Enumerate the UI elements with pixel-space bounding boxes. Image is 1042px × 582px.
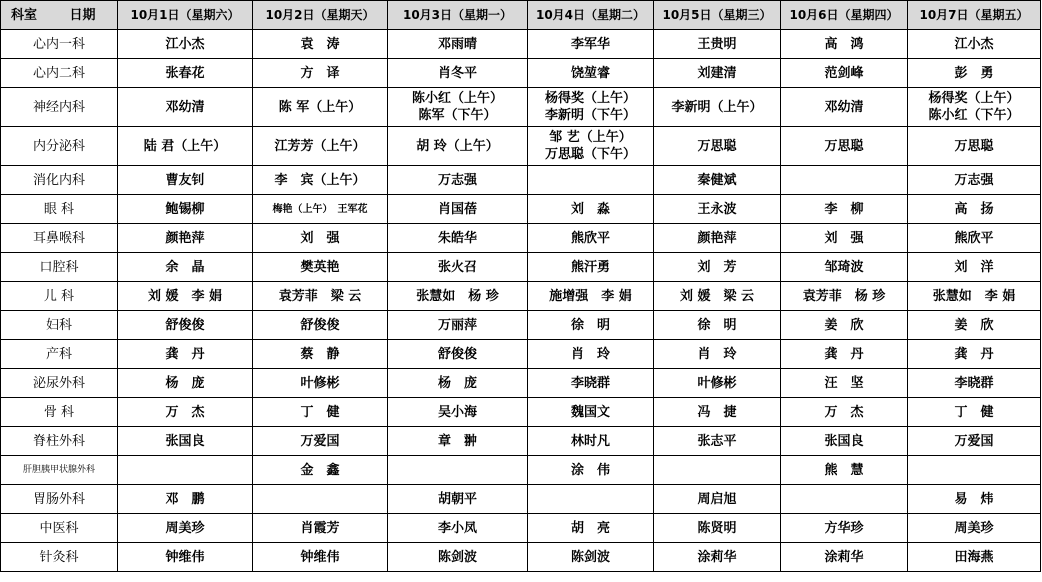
duty-cell — [781, 224, 908, 253]
duty-cell — [528, 195, 654, 224]
doctor-name: 蔡 静 — [300, 346, 340, 362]
department-cell: 妇科 — [1, 311, 118, 340]
duty-cell — [781, 30, 908, 59]
doctor-name: 涂莉华 — [824, 549, 864, 565]
date-header: 10月7日（星期五） — [908, 1, 1041, 30]
doctor-name: 万志强 — [954, 172, 994, 188]
duty-cell — [388, 253, 528, 282]
duty-cell — [781, 398, 908, 427]
doctor-name: 李新明（上午） — [671, 99, 763, 115]
duty-cell — [388, 340, 528, 369]
duty-cell — [781, 195, 908, 224]
department-cell: 心内二科 — [1, 59, 118, 88]
doctor-name: 肖 玲 — [697, 346, 737, 362]
duty-cell — [118, 224, 253, 253]
duty-cell — [654, 311, 781, 340]
duty-cell — [781, 166, 908, 195]
table-row — [1, 456, 1041, 485]
duty-cell — [528, 340, 654, 369]
doctor-name: 张火召 — [437, 259, 477, 275]
duty-cell — [781, 427, 908, 456]
duty-cell — [118, 88, 253, 127]
doctor-name: 邓幼清 — [824, 99, 864, 115]
duty-cell — [654, 543, 781, 572]
duty-cell — [388, 485, 528, 514]
doctor-name: 张国良 — [824, 433, 864, 449]
table-row — [1, 127, 1041, 166]
duty-cell — [253, 30, 388, 59]
department-cell: 心内一科 — [1, 30, 118, 59]
doctor-name: 万丽萍 — [437, 317, 477, 333]
duty-cell — [654, 166, 781, 195]
doctor-name: 袁芳菲 杨 珍 — [802, 288, 886, 304]
table-row — [1, 253, 1041, 282]
duty-cell — [528, 59, 654, 88]
doctor-name: 杨 庞 — [165, 375, 205, 391]
duty-cell — [654, 282, 781, 311]
duty-cell — [118, 166, 253, 195]
doctor-name: 胡 亮 — [570, 520, 610, 536]
doctor-name: 李晓群 — [954, 375, 994, 391]
doctor-name: 万思聪（下午） — [544, 147, 636, 162]
duty-cell — [908, 59, 1041, 88]
duty-cell — [528, 311, 654, 340]
table-row — [1, 485, 1041, 514]
doctor-name: 肖 玲 — [570, 346, 610, 362]
duty-cell — [908, 195, 1041, 224]
duty-cell — [908, 224, 1041, 253]
table-row — [1, 543, 1041, 572]
duty-cell — [781, 311, 908, 340]
doctor-name: 万志强 — [437, 172, 477, 188]
doctor-name: 李 宾（上午） — [274, 172, 366, 188]
doctor-name: 施增强 李 娟 — [549, 288, 632, 304]
doctor-name: 刘 媛 李 娟 — [147, 288, 223, 304]
doctor-name: 王永波 — [697, 201, 737, 217]
duty-cell — [388, 543, 528, 572]
doctor-name: 林时凡 — [570, 433, 610, 449]
doctor-name: 冯 捷 — [697, 404, 737, 420]
duty-cell — [781, 253, 908, 282]
doctor-name: 李新明（下午） — [544, 108, 636, 123]
duty-cell — [253, 88, 388, 127]
doctor-name: 樊英艳 — [300, 259, 340, 275]
duty-cell — [908, 340, 1041, 369]
duty-cell — [654, 456, 781, 485]
doctor-name: 范剑峰 — [824, 65, 864, 81]
duty-cell — [528, 127, 654, 166]
duty-cell — [118, 543, 253, 572]
duty-cell — [118, 398, 253, 427]
duty-cell — [253, 340, 388, 369]
duty-cell — [388, 514, 528, 543]
duty-cell — [388, 195, 528, 224]
duty-cell — [253, 166, 388, 195]
doctor-name: 刘 淼 — [570, 201, 610, 217]
doctor-name: 熊欣平 — [954, 230, 994, 246]
department-cell: 泌尿外科 — [1, 369, 118, 398]
date-header: 10月2日（星期天） — [253, 1, 388, 30]
duty-cell — [388, 456, 528, 485]
department-cell: 口腔科 — [1, 253, 118, 282]
duty-cell — [654, 514, 781, 543]
department-cell: 产科 — [1, 340, 118, 369]
doctor-name: 陈小红（上午） — [411, 91, 503, 106]
department-cell: 耳鼻喉科 — [1, 224, 118, 253]
duty-cell — [388, 166, 528, 195]
doctor-name: 张慧如 李 娟 — [932, 288, 1016, 304]
date-header: 10月3日（星期一） — [388, 1, 528, 30]
doctor-name: 肖霞芳 — [300, 520, 340, 536]
doctor-name: 陈小红（下午） — [928, 108, 1020, 123]
duty-cell — [118, 514, 253, 543]
doctor-name: 刘 洋 — [954, 259, 994, 275]
doctor-name: 张慧如 杨 珍 — [416, 288, 499, 304]
duty-cell — [118, 340, 253, 369]
header-row — [1, 1, 1041, 30]
duty-cell — [654, 59, 781, 88]
duty-cell — [654, 340, 781, 369]
doctor-name: 万 杰 — [165, 404, 205, 420]
duty-cell — [908, 88, 1041, 127]
doctor-name: 邓 鹏 — [165, 491, 205, 507]
duty-cell — [253, 456, 388, 485]
duty-cell — [654, 427, 781, 456]
duty-cell — [253, 59, 388, 88]
doctor-name: 陈贤明 — [697, 520, 737, 536]
doctor-name: 汪 坚 — [824, 375, 864, 391]
doctor-name: 万思聪 — [824, 138, 864, 154]
doctor-name: 刘 媛 梁 云 — [679, 288, 755, 304]
duty-cell — [908, 398, 1041, 427]
table-row — [1, 166, 1041, 195]
date-header: 10月1日（星期六） — [118, 1, 253, 30]
table-row — [1, 369, 1041, 398]
duty-cell — [118, 427, 253, 456]
doctor-name: 舒俊俊 — [300, 317, 340, 333]
duty-cell — [654, 224, 781, 253]
doctor-name: 颜艳萍 — [165, 230, 205, 246]
doctor-name: 高 扬 — [954, 201, 994, 217]
doctor-name: 万思聪 — [954, 138, 994, 154]
date-header: 10月6日（星期四） — [781, 1, 908, 30]
doctor-name: 方 译 — [300, 65, 340, 81]
duty-cell — [253, 127, 388, 166]
duty-cell — [654, 253, 781, 282]
duty-cell — [388, 398, 528, 427]
duty-cell — [528, 253, 654, 282]
duty-cell — [908, 543, 1041, 572]
duty-cell — [781, 543, 908, 572]
corner-header — [1, 1, 118, 30]
doctor-name: 鲍锡柳 — [165, 201, 205, 217]
doctor-name: 陈剑波 — [437, 549, 477, 565]
duty-cell — [908, 456, 1041, 485]
table-row — [1, 30, 1041, 59]
department-cell: 儿 科 — [1, 282, 118, 311]
doctor-name: 易 炜 — [954, 491, 994, 507]
duty-cell — [781, 282, 908, 311]
doctor-name: 钟维伟 — [165, 549, 205, 565]
doctor-name: 姜 欣 — [824, 317, 864, 333]
duty-cell — [118, 59, 253, 88]
table-row — [1, 514, 1041, 543]
doctor-name: 田海燕 — [954, 549, 994, 565]
duty-cell — [781, 514, 908, 543]
duty-cell — [528, 30, 654, 59]
date-header: 10月4日（星期二） — [528, 1, 654, 30]
doctor-name: 高 鸿 — [824, 36, 864, 52]
duty-cell — [781, 59, 908, 88]
duty-cell — [388, 88, 528, 127]
duty-cell — [654, 127, 781, 166]
doctor-name: 袁 涛 — [300, 36, 340, 52]
doctor-name: 刘 强 — [824, 230, 864, 246]
duty-cell — [654, 88, 781, 127]
duty-cell — [388, 369, 528, 398]
doctor-name: 杨 庞 — [437, 375, 477, 391]
doctor-name: 周美珍 — [165, 520, 205, 536]
doctor-name: 陈军（下午） — [418, 108, 497, 123]
duty-cell — [388, 59, 528, 88]
doctor-name: 秦健斌 — [697, 172, 737, 188]
department-cell: 骨 科 — [1, 398, 118, 427]
doctor-name: 涂 伟 — [570, 462, 610, 478]
doctor-name: 涂莉华 — [697, 549, 737, 565]
doctor-name: 金 鑫 — [300, 462, 340, 478]
doctor-name: 刘 芳 — [697, 259, 737, 275]
doctor-name: 李 柳 — [824, 201, 864, 217]
doctor-name: 熊 慧 — [824, 462, 864, 478]
department-cell: 肝胆胰甲状腺外科 — [1, 456, 118, 485]
doctor-name: 方华珍 — [824, 520, 864, 536]
table-row — [1, 427, 1041, 456]
doctor-name: 李军华 — [570, 36, 610, 52]
corner-date-label: 日期 — [69, 7, 96, 23]
duty-cell — [781, 340, 908, 369]
duty-cell — [908, 30, 1041, 59]
duty-cell — [781, 127, 908, 166]
duty-cell — [253, 514, 388, 543]
doctor-name: 魏国文 — [570, 404, 610, 420]
duty-cell — [654, 369, 781, 398]
doctor-name: 万 杰 — [824, 404, 864, 420]
duty-cell — [253, 485, 388, 514]
doctor-name: 朱皓华 — [437, 230, 477, 246]
doctor-name: 龚 丹 — [165, 346, 205, 362]
duty-cell — [781, 456, 908, 485]
doctor-name: 万爱国 — [300, 433, 340, 449]
doctor-name: 颜艳萍 — [697, 230, 737, 246]
doctor-name: 李小凤 — [437, 520, 477, 536]
doctor-name: 张春花 — [165, 65, 205, 81]
doctor-name: 熊欣平 — [570, 230, 610, 246]
doctor-name: 陈 军（上午） — [278, 99, 362, 115]
doctor-name: 肖国蓓 — [437, 201, 477, 217]
table-row — [1, 88, 1041, 127]
table-row — [1, 59, 1041, 88]
duty-cell — [908, 514, 1041, 543]
duty-cell — [388, 282, 528, 311]
doctor-name: 周启旭 — [697, 491, 737, 507]
doctor-name: 徐 明 — [570, 317, 610, 333]
doctor-name: 姜 欣 — [954, 317, 994, 333]
doctor-name: 张志平 — [697, 433, 737, 449]
department-cell: 脊柱外科 — [1, 427, 118, 456]
doctor-name: 万爱国 — [954, 433, 994, 449]
duty-cell — [908, 253, 1041, 282]
duty-cell — [528, 514, 654, 543]
duty-cell — [253, 311, 388, 340]
duty-cell — [253, 195, 388, 224]
doctor-name: 余 晶 — [165, 259, 205, 275]
doctor-name: 舒俊俊 — [165, 317, 205, 333]
duty-cell — [388, 127, 528, 166]
doctor-name: 杨得奖（上午） — [928, 91, 1020, 106]
duty-cell — [388, 311, 528, 340]
table-row — [1, 340, 1041, 369]
department-cell: 中医科 — [1, 514, 118, 543]
duty-cell — [528, 543, 654, 572]
duty-cell — [253, 427, 388, 456]
duty-cell — [118, 253, 253, 282]
department-cell: 神经内科 — [1, 88, 118, 127]
department-cell: 内分泌科 — [1, 127, 118, 166]
doctor-name: 万思聪 — [697, 138, 737, 154]
duty-cell — [908, 166, 1041, 195]
duty-cell — [908, 485, 1041, 514]
date-header: 10月5日（星期三） — [654, 1, 781, 30]
table-row — [1, 195, 1041, 224]
duty-cell — [253, 398, 388, 427]
table-row — [1, 224, 1041, 253]
doctor-name: 吴小海 — [437, 404, 477, 420]
table-row — [1, 398, 1041, 427]
duty-cell — [388, 224, 528, 253]
doctor-name: 邓雨晴 — [437, 36, 477, 52]
duty-cell — [253, 253, 388, 282]
doctor-name: 王贵明 — [697, 36, 737, 52]
duty-cell — [118, 369, 253, 398]
duty-cell — [654, 398, 781, 427]
duty-cell — [528, 369, 654, 398]
duty-cell — [118, 282, 253, 311]
duty-cell — [388, 30, 528, 59]
doctor-name: 胡 玲（上午） — [416, 138, 499, 154]
doctor-name: 李晓群 — [570, 375, 610, 391]
doctor-name: 刘 强 — [300, 230, 340, 246]
doctor-name: 彭 勇 — [954, 65, 994, 81]
duty-cell — [528, 398, 654, 427]
duty-cell — [118, 30, 253, 59]
doctor-name: 胡朝平 — [437, 491, 477, 507]
duty-cell — [528, 224, 654, 253]
duty-cell — [908, 127, 1041, 166]
duty-cell — [781, 485, 908, 514]
doctor-name: 舒俊俊 — [437, 346, 477, 362]
department-cell: 针灸科 — [1, 543, 118, 572]
doctor-name: 丁 健 — [954, 404, 994, 420]
doctor-name: 刘建清 — [697, 65, 737, 81]
duty-cell — [654, 485, 781, 514]
duty-cell — [253, 543, 388, 572]
duty-cell — [908, 369, 1041, 398]
doctor-name: 杨得奖（上午） — [544, 91, 636, 106]
duty-cell — [253, 224, 388, 253]
doctor-name: 肖冬平 — [437, 65, 477, 81]
duty-cell — [781, 88, 908, 127]
doctor-name: 饶堃睿 — [570, 65, 610, 81]
department-cell: 胃肠外科 — [1, 485, 118, 514]
schedule-body — [1, 30, 1041, 572]
doctor-name: 邹琦波 — [824, 259, 864, 275]
duty-cell — [908, 427, 1041, 456]
doctor-name: 江小杰 — [165, 36, 205, 52]
duty-cell — [528, 166, 654, 195]
duty-cell — [528, 88, 654, 127]
duty-cell — [118, 485, 253, 514]
doctor-name: 丁 健 — [300, 404, 340, 420]
doctor-name: 袁芳菲 梁 云 — [278, 288, 362, 304]
duty-cell — [528, 427, 654, 456]
duty-cell — [253, 369, 388, 398]
duty-cell — [118, 311, 253, 340]
doctor-name: 龚 丹 — [954, 346, 994, 362]
doctor-name: 钟维伟 — [300, 549, 340, 565]
doctor-name: 龚 丹 — [824, 346, 864, 362]
department-cell: 眼 科 — [1, 195, 118, 224]
duty-cell — [118, 127, 253, 166]
duty-cell — [908, 282, 1041, 311]
duty-cell — [908, 311, 1041, 340]
doctor-name: 周美珍 — [954, 520, 994, 536]
duty-cell — [118, 456, 253, 485]
doctor-name: 曹友钊 — [165, 172, 205, 188]
duty-cell — [253, 282, 388, 311]
doctor-name: 张国良 — [165, 433, 205, 449]
duty-cell — [654, 30, 781, 59]
doctor-name: 江芳芳（上午） — [274, 138, 366, 154]
table-row — [1, 311, 1041, 340]
duty-cell — [118, 195, 253, 224]
duty-cell — [528, 485, 654, 514]
department-cell: 消化内科 — [1, 166, 118, 195]
duty-cell — [388, 427, 528, 456]
duty-cell — [781, 369, 908, 398]
doctor-name: 叶修彬 — [697, 375, 737, 391]
doctor-name: 邓幼清 — [165, 99, 205, 115]
duty-cell — [528, 456, 654, 485]
doctor-name: 熊汗勇 — [570, 259, 610, 275]
doctor-name: 徐 明 — [697, 317, 737, 333]
duty-cell — [654, 195, 781, 224]
doctor-name: 邹 艺（上午） — [549, 130, 632, 145]
doctor-name: 章 翀 — [437, 433, 477, 449]
duty-cell — [528, 282, 654, 311]
doctor-name: 梅艳（上午） 王军花 — [272, 203, 368, 215]
table-row — [1, 282, 1041, 311]
doctor-name: 陆 君（上午） — [143, 138, 227, 154]
doctor-name: 陈剑波 — [570, 549, 610, 565]
corner-dept-label: 科室 — [11, 7, 38, 23]
doctor-name: 叶修彬 — [300, 375, 340, 391]
doctor-name: 江小杰 — [954, 36, 994, 52]
